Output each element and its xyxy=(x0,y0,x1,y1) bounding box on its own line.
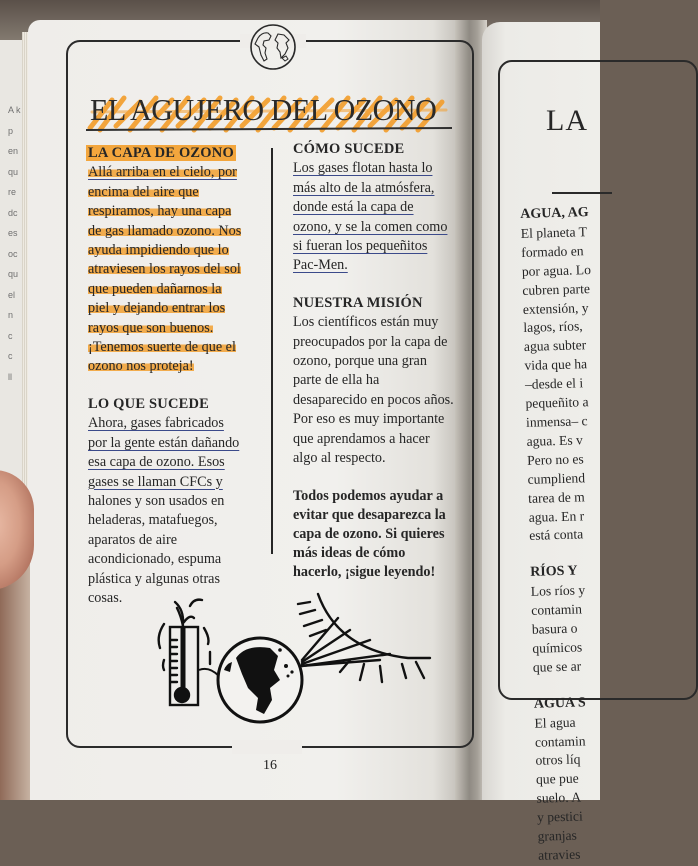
text-line: lagos, ríos, xyxy=(523,318,583,336)
text-line xyxy=(88,163,266,182)
section-heading: AGUA S xyxy=(533,695,586,712)
text-line: preocupados por la capa de xyxy=(293,333,448,350)
line-text: si fueran los pequeñitos xyxy=(293,238,428,255)
text-line xyxy=(293,198,473,217)
text-line: aparatos de aire xyxy=(88,531,178,548)
fragment: c xyxy=(8,351,13,361)
section-heading: RÍOS Y xyxy=(530,563,578,581)
line-text: atraviesen los rayos del sol xyxy=(88,261,241,278)
fragment: qu xyxy=(8,269,19,279)
line-text: de gas llamado ozono. Nos xyxy=(88,222,242,239)
right-page-content xyxy=(482,22,600,863)
sun-rays-icon xyxy=(298,594,430,682)
text-line: y pestici xyxy=(536,808,583,825)
text-line: capa de ozono. Si quieres xyxy=(293,525,445,542)
fragment: es xyxy=(8,228,18,238)
text-line: hacerlo, ¡sigue leyendo! xyxy=(293,564,436,581)
text-line xyxy=(88,299,266,318)
text-line xyxy=(293,237,473,256)
line-text: ayuda impidiendo que lo xyxy=(88,242,229,259)
hand-shadow xyxy=(0,560,30,800)
line-text: rayos que son buenos. xyxy=(88,319,214,336)
left-column xyxy=(88,144,266,608)
text-line: formado en xyxy=(521,243,584,260)
fragment: dc xyxy=(8,207,18,218)
fragment: p xyxy=(8,125,14,136)
line-text: respiramos, hay una capa xyxy=(88,203,232,220)
right-page-column xyxy=(520,202,678,866)
text-line: contamin xyxy=(534,732,586,750)
text-line xyxy=(88,202,266,221)
text-line: químicos xyxy=(532,639,583,656)
fragment: ll xyxy=(8,371,12,382)
text-line: basura o xyxy=(531,620,578,637)
line-text: ¡Tenemos suerte de que el xyxy=(88,339,236,356)
text-line: algo al respecto. xyxy=(293,450,386,467)
fragment: A k xyxy=(8,105,21,115)
call-to-action-paragraph xyxy=(293,487,473,583)
text-line xyxy=(293,179,473,198)
line-text: gases se llaman CFCs y xyxy=(88,473,223,490)
text-line: que aprendamos a hacer xyxy=(293,430,430,447)
right-column xyxy=(293,140,473,583)
text-line xyxy=(88,473,266,492)
text-line: ozono, porque una gran xyxy=(293,353,427,370)
earth-globe-icon xyxy=(218,638,302,722)
frame-gap xyxy=(232,740,302,754)
line-text: donde está la capa de xyxy=(293,199,414,216)
text-line: extensión, y xyxy=(522,299,589,317)
section-heading-nuestra-mision: NUESTRA MISIÓN xyxy=(293,294,423,311)
text-line: pequeñito a xyxy=(525,394,589,411)
text-line: desaparecido en pocos años. xyxy=(293,391,454,408)
section-heading-lo-que-sucede: LO QUE SUCEDE xyxy=(88,395,210,412)
text-line: que se ar xyxy=(532,658,582,675)
section-body-nuestra-mision xyxy=(293,313,473,468)
text-line: evitar que desaparezca la xyxy=(293,506,446,523)
text-line: Pero no es xyxy=(526,451,584,468)
column-divider xyxy=(271,148,273,554)
text-line: El agua xyxy=(534,714,576,731)
line-text: que pueden dañarnos la xyxy=(88,280,222,297)
text-line xyxy=(88,338,266,357)
line-text: esa capa de ozono. Esos xyxy=(88,454,225,471)
fragment: qu xyxy=(8,166,19,177)
fragment: oc xyxy=(8,248,18,259)
right-page-title: LA xyxy=(546,104,588,137)
text-line: halones y son usados en xyxy=(88,492,225,509)
line-text: encima del aire que xyxy=(88,183,199,200)
text-line xyxy=(88,222,266,241)
text-line: parte de ella ha xyxy=(293,372,380,389)
text-line: acondicionado, espuma xyxy=(88,551,222,568)
text-line xyxy=(88,280,266,299)
section-body-capa-de-ozono xyxy=(88,163,266,376)
text-line: Por eso es muy importante xyxy=(293,411,445,428)
line-text: Ahora, gases fabricados xyxy=(88,415,224,432)
fragment: re xyxy=(8,187,17,197)
page-title-block xyxy=(86,88,456,130)
text-line: agua. Es v xyxy=(526,432,584,449)
text-line: tarea de m xyxy=(527,488,585,506)
page-number: 16 xyxy=(263,758,277,773)
text-line: cosas. xyxy=(88,589,123,606)
section-body-como-sucede xyxy=(293,159,473,275)
text-line: –desde el i xyxy=(524,375,584,393)
line-text: Allá arriba en el cielo, por xyxy=(88,164,237,181)
text-line: más ideas de cómo xyxy=(293,545,406,562)
fragment: en xyxy=(8,146,19,156)
text-line: atravies xyxy=(537,846,581,863)
heading-text: LA CAPA DE OZONO xyxy=(88,145,234,161)
ozone-illustration xyxy=(140,580,440,720)
spacer xyxy=(293,276,473,294)
text-line xyxy=(88,241,266,260)
text-line: agua subter xyxy=(523,337,587,355)
text-line: agua. En r xyxy=(528,507,585,525)
text-line: Los ríos y xyxy=(530,582,586,600)
section-heading-capa-de-ozono xyxy=(88,144,266,163)
text-line: contamin xyxy=(531,601,583,618)
text-line: que pue xyxy=(535,770,579,788)
text-line: granjas xyxy=(537,827,578,844)
section-heading-como-sucede: CÓMO SUCEDE xyxy=(293,141,405,157)
line-text: más alto de la atmósfera, xyxy=(293,179,435,196)
text-line xyxy=(88,414,266,433)
spacer xyxy=(293,469,473,487)
connector-line xyxy=(199,669,219,676)
text-line xyxy=(88,319,266,338)
text-line xyxy=(88,260,266,279)
text-line xyxy=(293,218,473,237)
text-line: Los científicos están muy xyxy=(293,314,439,331)
text-line: otros líq xyxy=(535,752,581,769)
text-line: plástica y algunas otras xyxy=(88,570,220,587)
text-line: está conta xyxy=(529,526,584,544)
text-line xyxy=(293,256,473,275)
fragment: el xyxy=(8,289,16,300)
fragment: n xyxy=(8,310,14,320)
text-line xyxy=(293,159,473,178)
text-line: cubren parte xyxy=(522,280,591,298)
line-text: ozono nos proteja! xyxy=(88,358,194,375)
text-line xyxy=(88,434,266,453)
line-text: por la gente están dañando xyxy=(88,434,240,451)
text-line xyxy=(88,183,266,202)
section-heading: AGUA, AG xyxy=(520,205,589,222)
fragment: c xyxy=(8,330,13,341)
spacer xyxy=(88,377,266,395)
text-line: cumpliend xyxy=(527,469,586,487)
text-line xyxy=(88,453,266,472)
text-line: heladeras, matafuegos, xyxy=(88,512,218,529)
thermometer-icon xyxy=(159,600,210,705)
page-title: EL AGUJERO DEL OZONO xyxy=(90,92,437,127)
text-line: suelo. A xyxy=(536,789,582,807)
line-text: piel y dejando entrar los xyxy=(88,300,226,317)
text-line: por agua. Lo xyxy=(521,261,592,279)
line-text: ozono, y se la comen como xyxy=(293,218,448,235)
globe-icon xyxy=(248,22,298,72)
right-title-underline xyxy=(552,192,612,194)
text-line: inmensa– c xyxy=(525,413,588,430)
text-line xyxy=(88,357,266,376)
line-text: Los gases flotan hasta lo xyxy=(293,160,433,177)
text-line: Todos podemos ayudar a xyxy=(293,487,444,504)
text-line: vida que ha xyxy=(524,356,588,374)
text-line: El planeta T xyxy=(520,224,588,241)
line-text: Pac-Men. xyxy=(293,257,348,274)
